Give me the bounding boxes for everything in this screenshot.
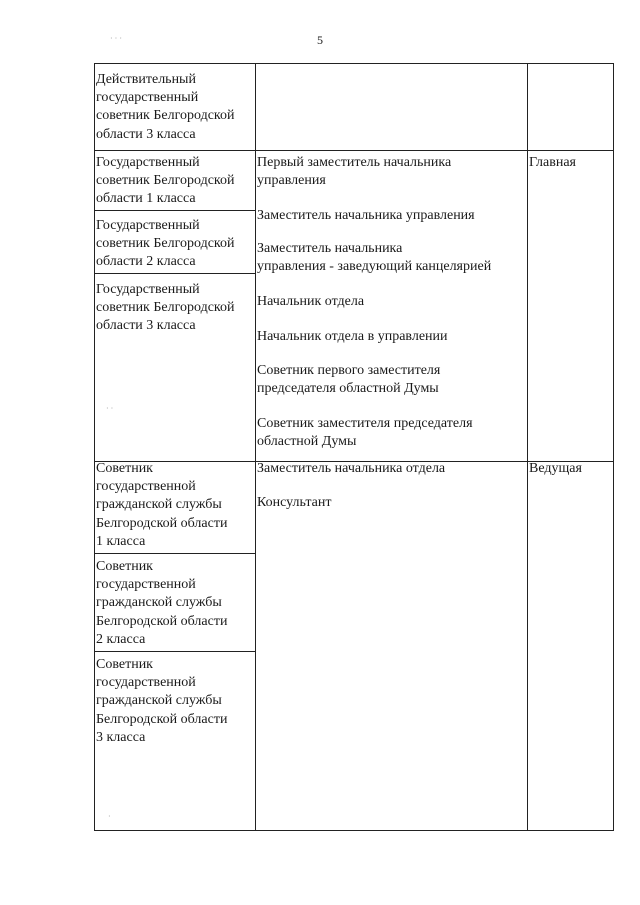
- grade-cell: Советник государственной гражданской службы Белгородской области 3 класса: [96, 657, 228, 745]
- grade-divider-2-1: [95, 210, 255, 211]
- grade-divider-2-2: [95, 273, 255, 274]
- position-text: Заместитель начальника отдела: [257, 461, 446, 476]
- scan-speck: · ·: [106, 404, 114, 413]
- position-text: Первый заместитель начальника управления: [257, 155, 452, 189]
- position-text: Заместитель начальника управления - заведующий канцелярией: [257, 241, 492, 275]
- position-text: Начальник отдела: [257, 294, 365, 309]
- grade-cell: Советник государственной гражданской службы Белгородской области 2 класса: [96, 559, 228, 647]
- scan-speck: ·: [108, 812, 111, 821]
- position-group: Ведущая: [529, 461, 582, 476]
- grade-cell: Советник государственной гражданской службы Белгородской области 1 класса: [96, 461, 228, 549]
- grade-cell: Государственный советник Белгородской области 3 класса: [96, 282, 235, 334]
- row-divider-1: [95, 150, 613, 151]
- column-divider-2: [527, 64, 528, 830]
- grades-table: [94, 63, 614, 831]
- scan-speck: · · ·: [110, 34, 122, 43]
- position-group: Главная: [529, 155, 576, 170]
- position-text: Консультант: [257, 495, 332, 510]
- position-text: Начальник отдела в управлении: [257, 329, 448, 344]
- grade-divider-3-1: [95, 553, 255, 554]
- position-text: Советник первого заместителя председателя областной Думы: [257, 363, 441, 397]
- position-text: Советник заместителя председателя областной Думы: [257, 416, 473, 450]
- grade-cell: Государственный советник Белгородской области 2 класса: [96, 218, 235, 270]
- column-divider-1: [255, 64, 256, 830]
- grade-cell: Государственный советник Белгородской области 1 класса: [96, 155, 235, 207]
- page-number: 5: [317, 33, 323, 47]
- grade-cell: Действительный государственный советник Белгородской области 3 класса: [96, 72, 235, 142]
- position-text: Заместитель начальника управления: [257, 208, 475, 223]
- grade-divider-3-2: [95, 651, 255, 652]
